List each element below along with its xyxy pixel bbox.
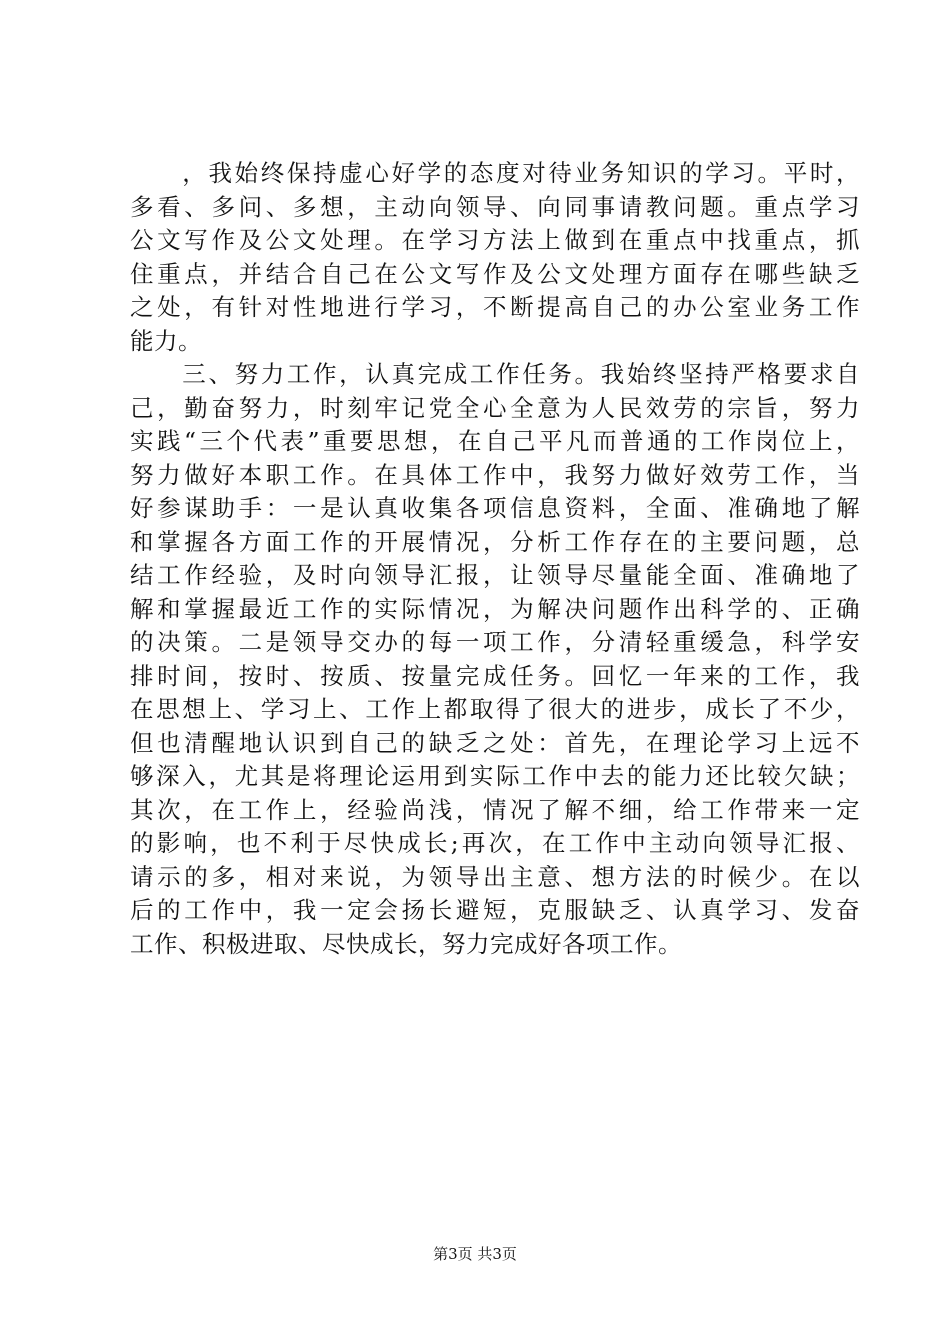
text-line: 住重点，并结合自己在公文写作及公文处理方面存在哪些缺乏 — [130, 259, 860, 288]
text-line: 和掌握各方面工作的开展情况，分析工作存在的主要问题，总 — [130, 527, 860, 556]
text-line: 实践“三个代表”重要思想，在自己平凡而普通的工作岗位上， — [130, 427, 860, 455]
paragraph-1 — [130, 157, 860, 358]
text-line: 努力做好本职工作。在具体工作中，我努力做好效劳工作，当 — [130, 460, 860, 489]
text-line: 工作、积极进取、尽快成长，努力完成好各项工作。 — [130, 929, 682, 958]
text-line: 后的工作中，我一定会扬长避短，克服缺乏、认真学习、发奋 — [130, 896, 860, 924]
text-line: 的影响，也不利于尽快成长;再次，在工作中主动向领导汇报、 — [130, 829, 860, 857]
text-line: 在思想上、学习上、工作上都取得了很大的进步，成长了不少， — [130, 695, 860, 723]
text-line: 之处，有针对性地进行学习，不断提高自己的办公室业务工作 — [130, 293, 860, 321]
document-body — [130, 157, 860, 961]
page-footer: 第3页 共3页 — [433, 1245, 517, 1263]
paragraph-2 — [130, 358, 860, 961]
text-line: 公文写作及公文处理。在学习方法上做到在重点中找重点，抓 — [130, 226, 860, 254]
text-line: 解和掌握最近工作的实际情况，为解决问题作出科学的、正确 — [130, 594, 860, 623]
text-line: 三、努力工作，认真完成工作任务。我始终坚持严格要求自 — [130, 360, 860, 388]
text-line: 够深入，尤其是将理论运用到实际工作中去的能力还比较欠缺； — [130, 762, 860, 790]
text-line: 多看、多问、多想，主动向领导、向同事请教问题。重点学习 — [130, 192, 860, 221]
text-line: 但也清醒地认识到自己的缺乏之处：首先，在理论学习上远不 — [130, 728, 860, 757]
text-line: 能力。 — [130, 326, 202, 355]
text-line: 己，勤奋努力，时刻牢记党全心全意为人民效劳的宗旨，努力 — [130, 393, 860, 422]
text-line: ，我始终保持虚心好学的态度对待业务知识的学习。平时， — [130, 159, 860, 187]
text-line: 好参谋助手：一是认真收集各项信息资料，全面、准确地了解 — [130, 494, 860, 522]
text-line: 请示的多，相对来说，为领导出主意、想方法的时候少。在以 — [130, 862, 860, 891]
text-line: 结工作经验，及时向领导汇报，让领导尽量能全面、准确地了 — [130, 561, 860, 589]
text-line: 排时间，按时、按质、按量完成任务。回忆一年来的工作，我 — [130, 661, 860, 690]
text-line: 其次，在工作上，经验尚浅，情况了解不细，给工作带来一定 — [130, 795, 860, 824]
text-line: 的决策。二是领导交办的每一项工作，分清轻重缓急，科学安 — [130, 628, 860, 656]
